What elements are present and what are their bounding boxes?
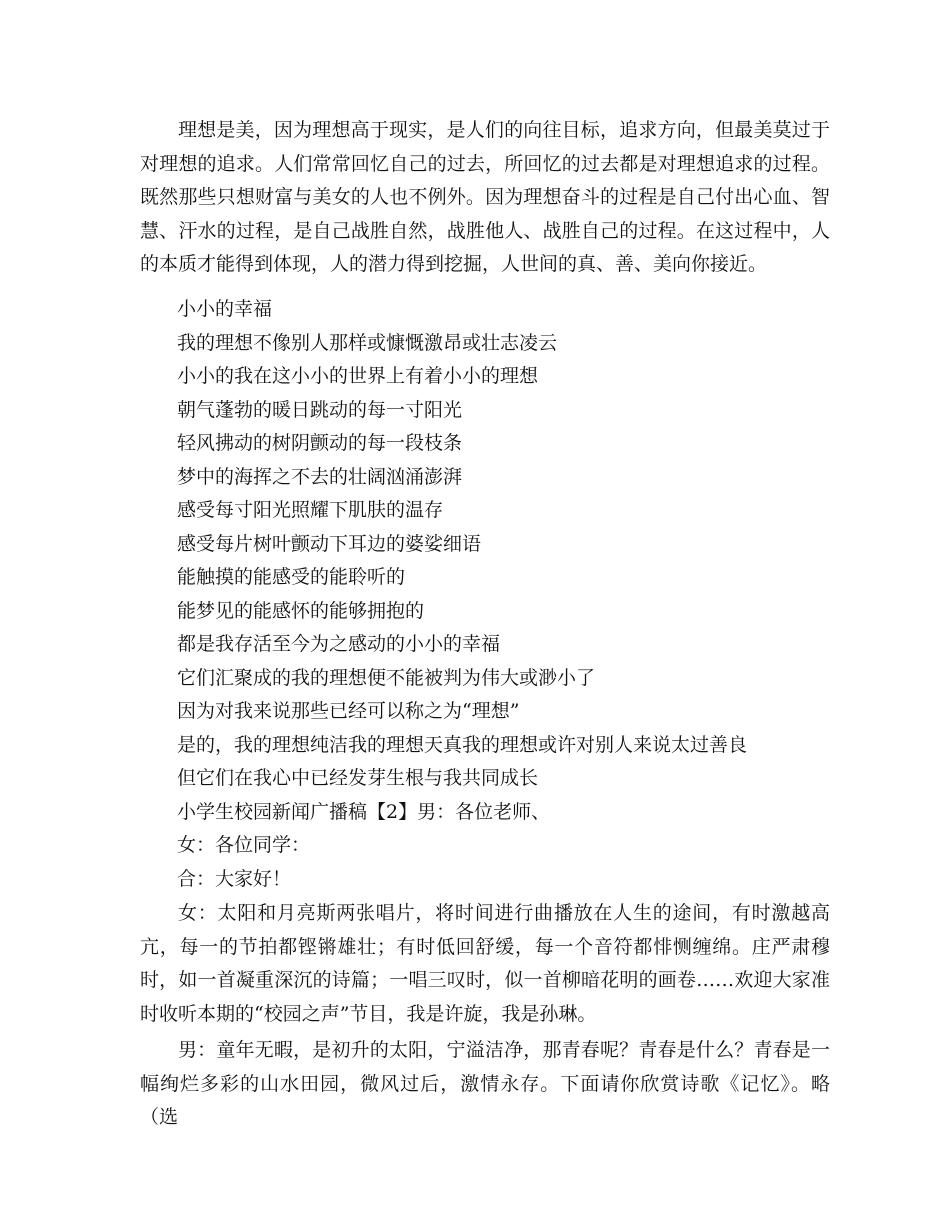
poem-line: 感受每寸阳光照耀下肌肤的温存 bbox=[177, 499, 444, 521]
dialogue-line: 女：各位同学： bbox=[177, 834, 311, 856]
paragraph-male-host: 男：童年无暇，是初升的太阳，宁溢洁净，那青春呢？青春是什么？青春是一幅绚烂多彩的山水田园，微风过后，激情永存。下面请你欣赏诗歌《记忆》。略（选 bbox=[140, 1039, 830, 1128]
poem-line: 但它们在我心中已经发芽生根与我共同成长 bbox=[177, 767, 539, 789]
paragraph-ideal: 理想是美，因为理想高于现实，是人们的向往目标，追求方向，但最美莫过于对理想的追求。人们常常回忆自己的过去，所回忆的过去都是对理想追求的过程。既然那些只想财富与美女的人也不例外。因为理想奋斗的过程是自己付出心血、智慧、汗水的过程，是自己战胜自然，战胜他人、战胜自己的过程。在这过程中，人的本质才能得到体现，人的潜力得到挖掘，人世间的真、善、美向你接近。 bbox=[140, 119, 830, 275]
poem-line: 能梦见的能感怀的能够拥抱的 bbox=[177, 600, 425, 622]
poem-line: 它们汇聚成的我的理想便不能被判为伟大或渺小了 bbox=[177, 667, 596, 689]
poem-line: 我的理想不像别人那样或慷慨激昂或壮志凌云 bbox=[177, 332, 558, 354]
poem-line: 能触摸的能感受的能聆听的 bbox=[177, 566, 406, 588]
poem-line: 是的，我的理想纯洁我的理想天真我的理想或许对别人来说太过善良 bbox=[177, 734, 748, 756]
poem-line: 因为对我来说那些已经可以称之为“理想” bbox=[177, 700, 520, 722]
poem-line: 梦中的海挥之不去的壮阔汹涌澎湃 bbox=[177, 466, 463, 488]
paragraph-female-host: 女：太阳和月亮斯两张唱片，将时间进行曲播放在人生的途间，有时激越高亢，每一的节拍都铿锵雄壮；有时低回舒缓，每一个音符都悱恻缠绵。庄严肃穆时，如一首凝重深沉的诗篇；一唱三叹时，似一首柳暗花明的画卷……欢迎大家准时收听本期的“校园之声”节目，我是许旋，我是孙琳。 bbox=[140, 902, 830, 1025]
dialogue-line: 合：大家好！ bbox=[177, 868, 292, 890]
poem-title: 小小的幸福 bbox=[177, 298, 273, 320]
poem-line: 小小的我在这小小的世界上有着小小的理想 bbox=[177, 365, 539, 387]
poem-line: 朝气蓬勃的暖日跳动的每一寸阳光 bbox=[177, 399, 463, 421]
poem-line: 轻风拂动的树阴颤动的每一段枝条 bbox=[177, 432, 463, 454]
poem-line: 都是我存活至今为之感动的小小的幸福 bbox=[177, 633, 501, 655]
broadcast-heading: 小学生校园新闻广播稿【2】男：各位老师、 bbox=[177, 801, 551, 823]
poem-line: 感受每片树叶颤动下耳边的婆娑细语 bbox=[177, 533, 482, 555]
